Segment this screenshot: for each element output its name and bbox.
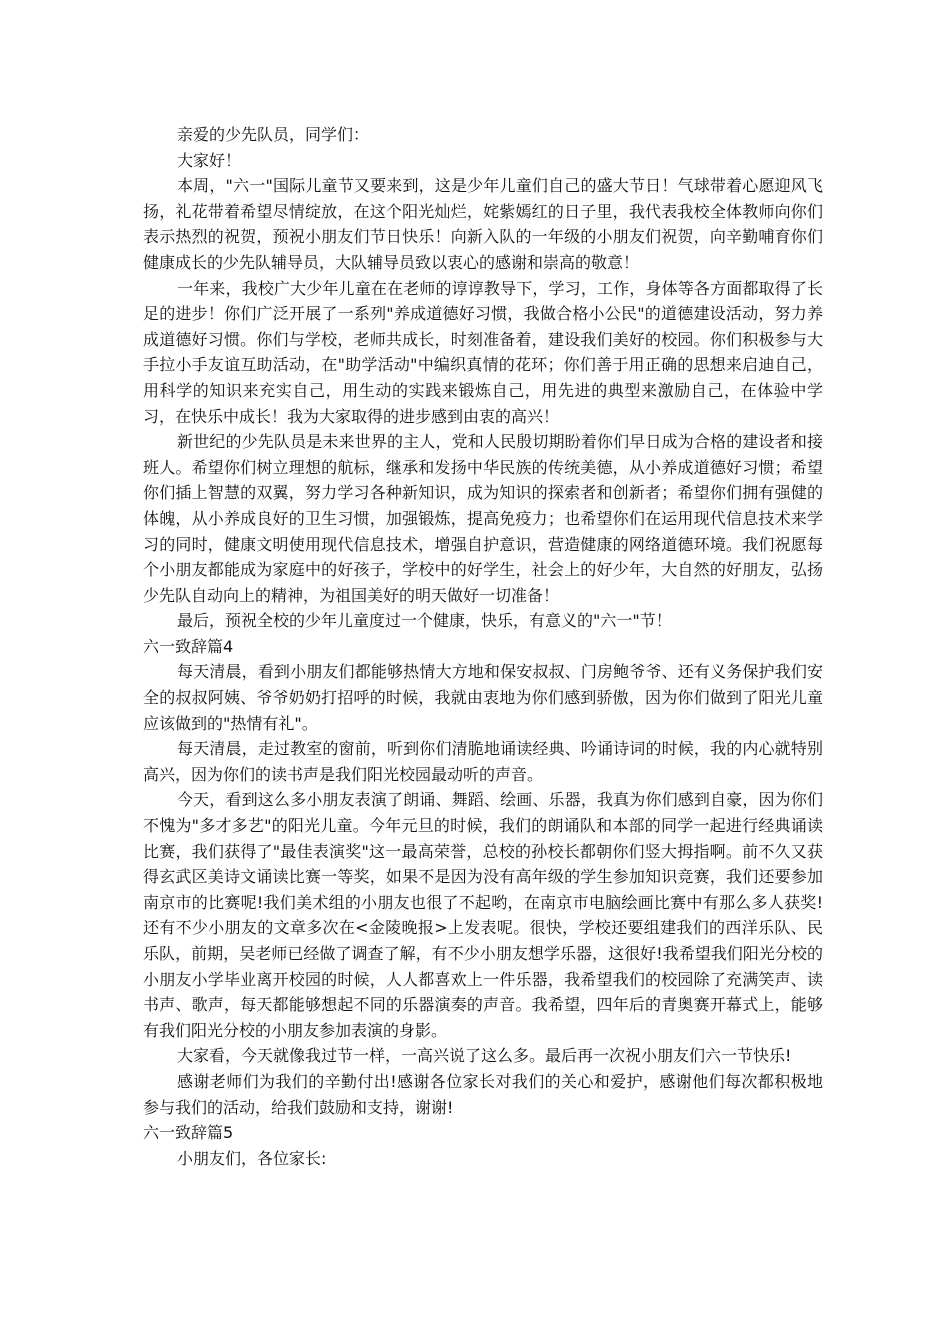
body-paragraph: 本周，"六一"国际儿童节又要来到，这是少年儿童们自己的盛大节日！气球带着心愿迎风飞扬，礼花带着希望尽情绽放，在这个阳光灿烂，姹紫嫣红的日子里，我代表我校全体教师向你们表示热烈的祝贺，预祝小朋友们节日快乐！向新入队的一年级的小朋友们祝贺，向辛勤哺育你们健康成长的少先队辅导员，大队辅导员致以衷心的感谢和崇高的敬意！ bbox=[143, 176, 823, 272]
body-paragraph: 新世纪的少先队员是未来世界的主人，党和人民殷切期盼着你们早日成为合格的建设者和接班人。希望你们树立理想的航标，继承和发扬中华民族的传统美德，从小养成道德好习惯；希望你们插上智慧的双翼，努力学习各种新知识，成为知识的探索者和创新者；希望你们拥有强健的体魄，从小养成良好的卫生习惯，加强锻炼，提高免疫力；也希望你们在运用现代信息技术来学习的同时，健康文明使用现代信息技术，增强自护意识，营造健康的网络道德环境。我们祝愿每个小朋友都能成为家庭中的好孩子，学校中的好学生，社会上的好少年，大自然的好朋友，弘扬少先队自动向上的精神，为祖国美好的明天做好一切准备！ bbox=[143, 432, 823, 605]
body-paragraph: 每天清晨，走过教室的窗前，听到你们清脆地诵读经典、吟诵诗词的时候，我的内心就特别高兴，因为你们的读书声是我们阳光校园最动听的声音。 bbox=[143, 739, 823, 784]
salutation: 小朋友们，各位家长: bbox=[177, 1148, 327, 1168]
document-body bbox=[143, 122, 823, 1171]
section-heading: 六一致辞篇4 bbox=[143, 636, 234, 656]
salutation: 亲爱的少先队员，同学们： bbox=[177, 125, 370, 144]
body-paragraph: 今天，看到这么多小朋友表演了朗诵、舞蹈、绘画、乐器，我真为你们感到自豪，因为你们不愧为"多才多艺"的阳光儿童。今年元旦的时候，我们的朗诵队和本部的同学一起进行经典诵读比赛，我们获得了"最佳表演奖"这一最高荣誉，总校的孙校长都朝你们竖大拇指啊。前不久又获得玄武区美诗文诵读比赛一等奖，如果不是因为没有高年级的学生参加知识竞赛，我们还要参加南京市的比赛呢!我们美术组的小朋友也很了不起哟，在南京市电脑绘画比赛中有那么多人获奖!还有不少小朋友的文章多次在<金陵晚报>上发表呢。很快，学校还要组建我们的西洋乐队、民乐队，前期，吴老师已经做了调查了解，有不少小朋友想学乐器，这很好!我希望我们阳光分校的小朋友小学毕业离开校园的时候，人人都喜欢上一件乐器，我希望我们的校园除了充满笑声、读书声、歌声，每天都能够想起不同的乐器演奏的声音。我希望，四年后的青奥赛开幕式上，能够有我们阳光分校的小朋友参加表演的身影。 bbox=[143, 790, 823, 1040]
body-paragraph: 最后，预祝全校的少年儿童度过一个健康，快乐，有意义的"六一"节！ bbox=[177, 611, 672, 631]
body-paragraph: 每天清晨，看到小朋友们都能够热情大方地和保安叔叔、门房鲍爷爷、还有义务保护我们安全的叔叔阿姨、爷爷奶奶打招呼的时候，我就由衷地为你们感到骄傲，因为你们做到了阳光儿童应该做到的"热情有礼"。 bbox=[143, 662, 823, 733]
body-paragraph: 一年来，我校广大少年儿童在在老师的谆谆教导下，学习，工作，身体等各方面都取得了长足的进步！你们广泛开展了一系列"养成道德好习惯，我做合格小公民"的道德建设活动，努力养成道德好习惯。你们与学校，老师共成长，时刻准备着，建设我们美好的校园。你们积极参与大手拉小手友谊互助活动，在"助学活动"中编织真情的花环；你们善于用正确的思想来启迪自己，用科学的知识来充实自己，用生动的实践来锻炼自己，用先进的典型来激励自己，在体验中学习，在快乐中成长！我为大家取得的进步感到由衷的高兴！ bbox=[143, 278, 823, 426]
section-heading: 六一致辞篇5 bbox=[143, 1123, 234, 1143]
greeting: 大家好！ bbox=[177, 150, 242, 170]
body-paragraph: 感谢老师们为我们的辛勤付出!感谢各位家长对我们的关心和爱护，感谢他们每次都积极地参与我们的活动，给我们鼓励和支持，谢谢! bbox=[143, 1071, 823, 1117]
body-paragraph: 大家看，今天就像我过节一样，一高兴说了这么多。最后再一次祝小朋友们六一节快乐! bbox=[177, 1046, 792, 1066]
